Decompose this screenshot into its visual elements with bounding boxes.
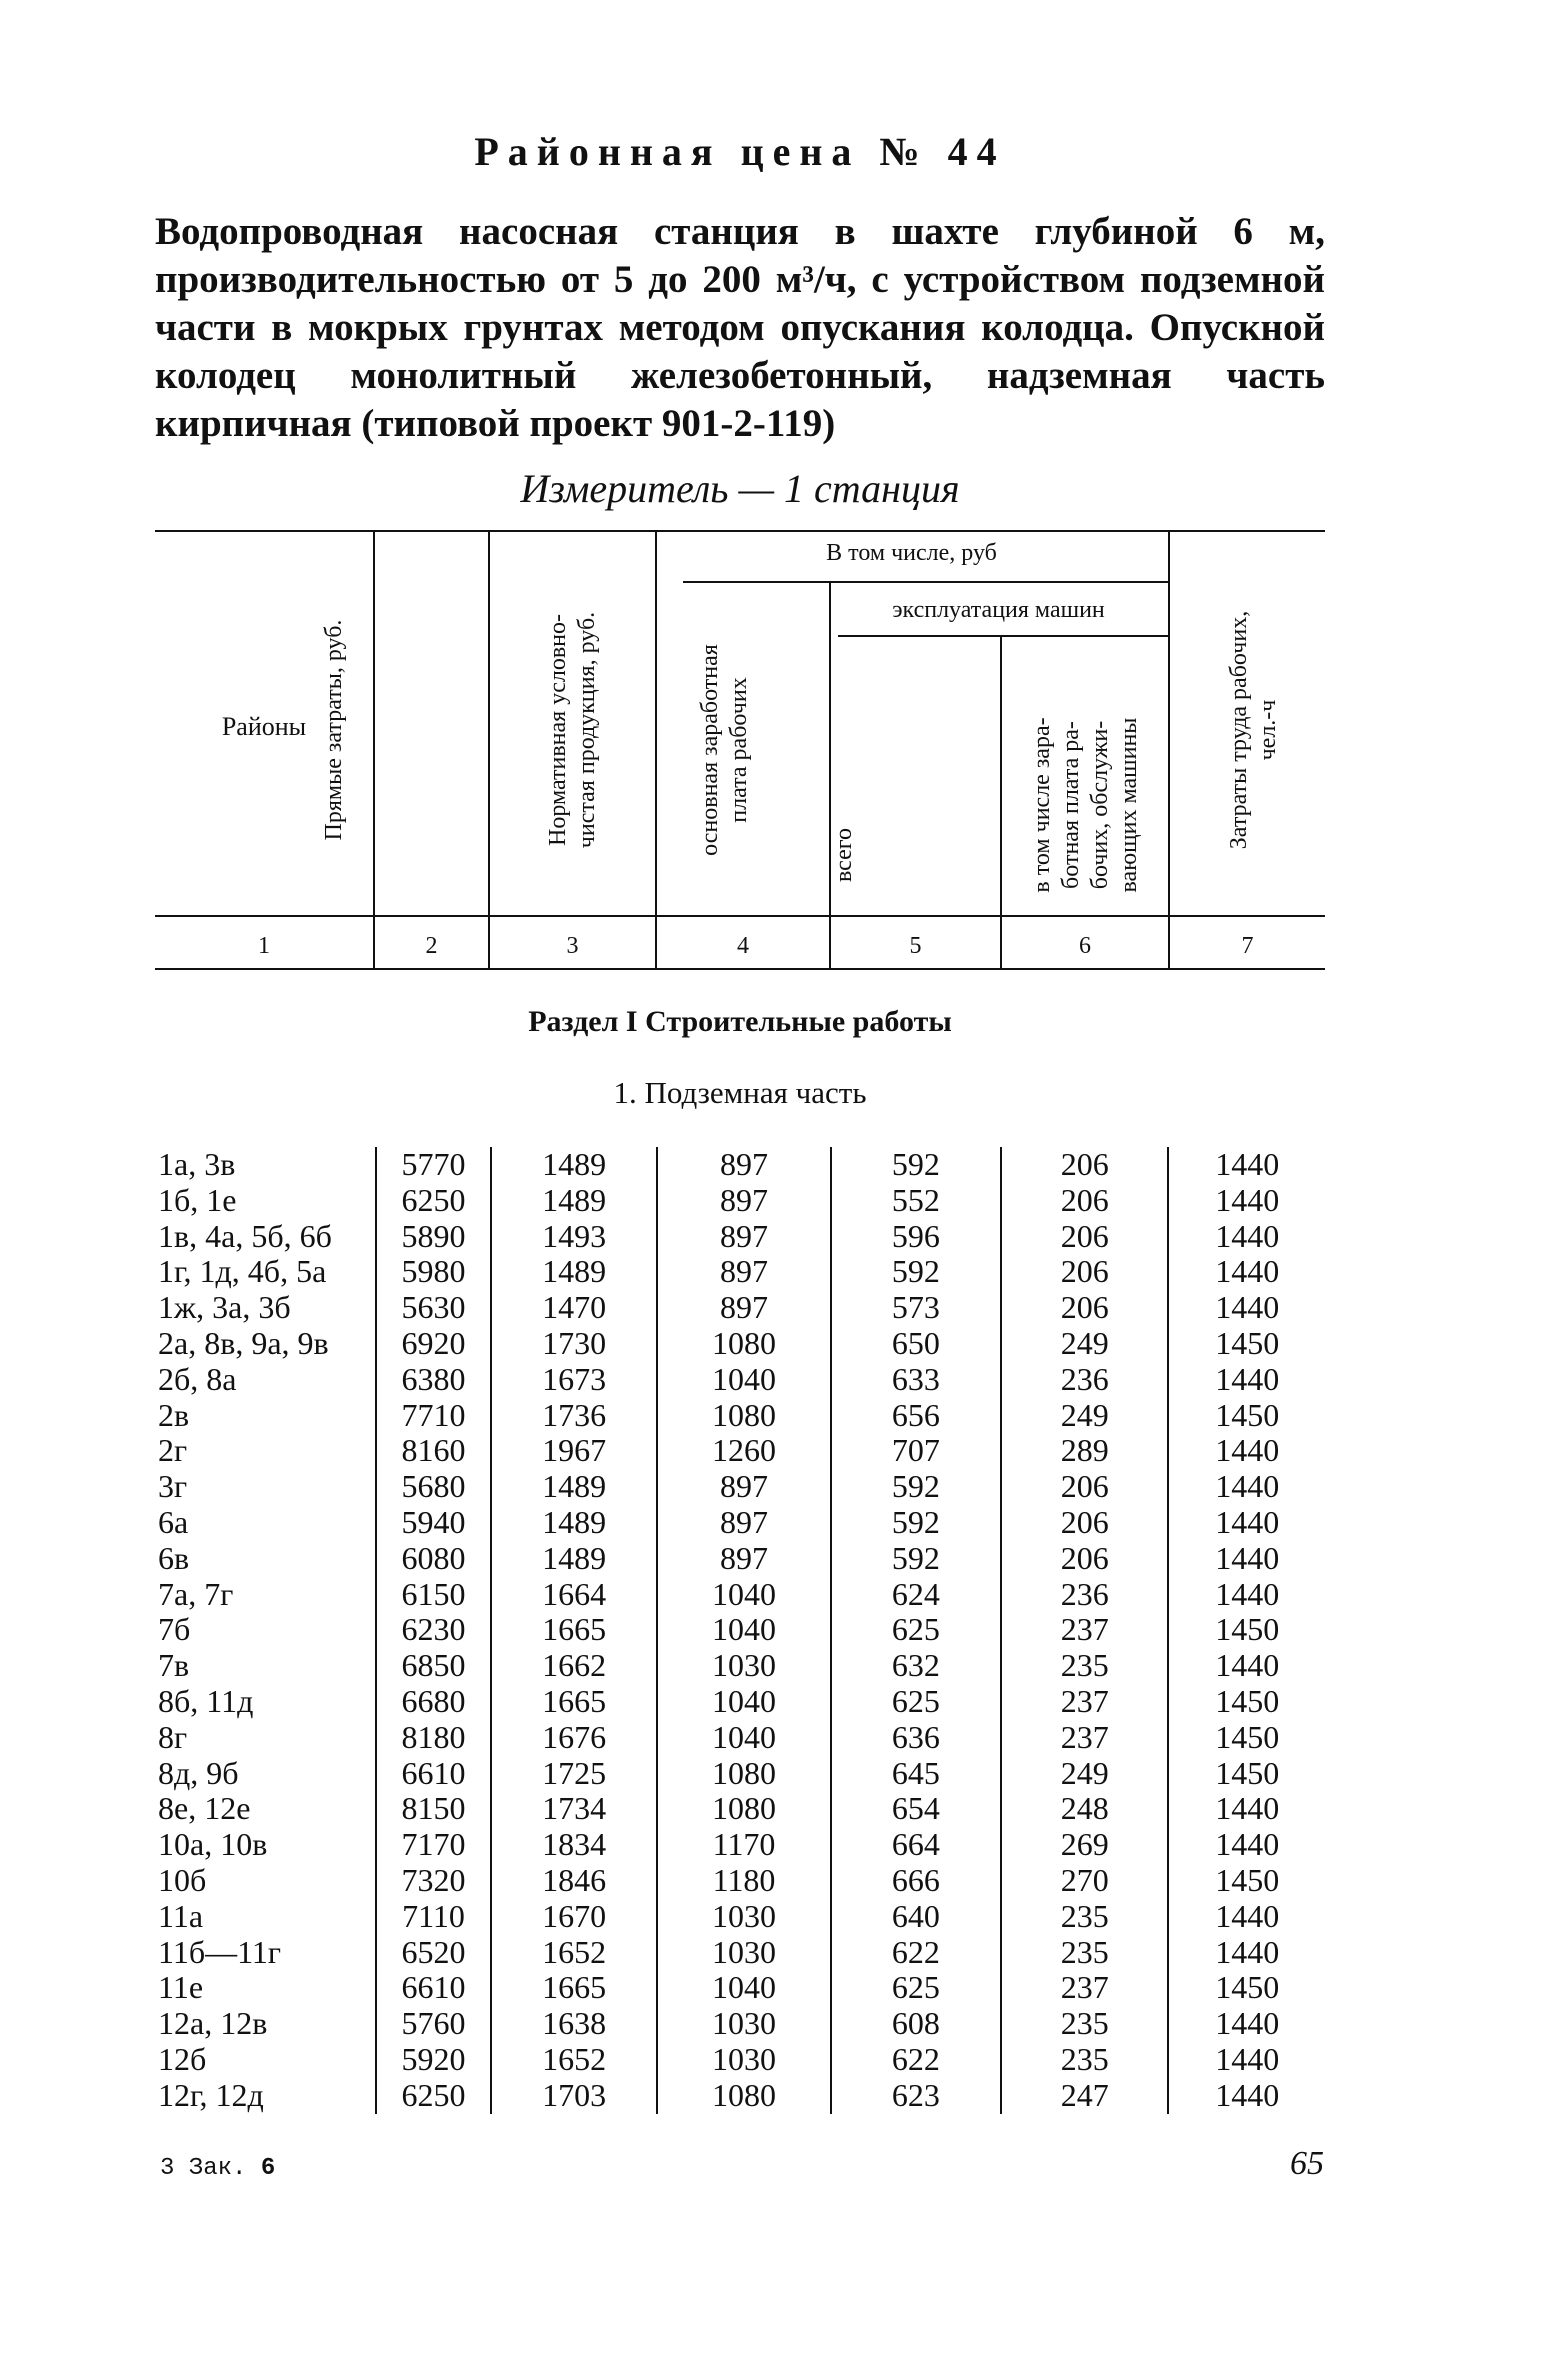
value-cell: 666 xyxy=(831,1863,1001,1899)
value-cell: 592 xyxy=(831,1541,1001,1577)
value-cell: 1967 xyxy=(491,1433,657,1469)
column-number: 3 xyxy=(566,933,579,959)
table-row xyxy=(155,1935,1325,1971)
value-cell: 622 xyxy=(831,1935,1001,1971)
column-number: 5 xyxy=(909,933,922,959)
value-cell: 5760 xyxy=(376,2006,491,2042)
value-cell: 1440 xyxy=(1168,1219,1325,1255)
value-cell: 1440 xyxy=(1168,1648,1325,1684)
header-numbers-rule xyxy=(155,968,1325,970)
value-cell: 707 xyxy=(831,1433,1001,1469)
district-cell: 1ж, 3а, 3б xyxy=(158,1289,291,1326)
value-cell: 206 xyxy=(1001,1290,1168,1326)
value-cell: 1736 xyxy=(491,1398,657,1434)
table-row xyxy=(155,1290,1325,1326)
value-cell: 573 xyxy=(831,1290,1001,1326)
value-cell: 622 xyxy=(831,2042,1001,2078)
value-cell: 1450 xyxy=(1168,1863,1325,1899)
value-cell: 1440 xyxy=(1168,2006,1325,2042)
table-row xyxy=(155,1433,1325,1469)
value-cell: 1030 xyxy=(657,1648,830,1684)
value-cell: 1440 xyxy=(1168,2078,1325,2114)
value-cell: 1676 xyxy=(491,1720,657,1756)
value-cell: 897 xyxy=(657,1254,830,1290)
value-cell: 1703 xyxy=(491,2078,657,2114)
value-cell: 1450 xyxy=(1168,1326,1325,1362)
header-labor-costs: Затраты труда рабочих, чел.-ч xyxy=(1226,610,1281,850)
value-cell: 8160 xyxy=(376,1433,491,1469)
table-row xyxy=(155,1541,1325,1577)
value-cell: 5920 xyxy=(376,2042,491,2078)
district-cell: 10а, 10в xyxy=(158,1826,268,1863)
district-cell: 11а xyxy=(158,1897,204,1934)
value-cell: 654 xyxy=(831,1791,1001,1827)
value-cell: 1440 xyxy=(1168,1362,1325,1398)
table-row xyxy=(155,1791,1325,1827)
district-cell: 12г, 12д xyxy=(158,2076,264,2113)
value-cell: 6150 xyxy=(376,1577,491,1613)
district-cell: 6в xyxy=(158,1539,190,1576)
value-cell: 1665 xyxy=(491,1684,657,1720)
value-cell: 237 xyxy=(1001,1612,1168,1648)
value-cell: 636 xyxy=(831,1720,1001,1756)
value-cell: 592 xyxy=(831,1469,1001,1505)
table-row xyxy=(155,1326,1325,1362)
value-cell: 625 xyxy=(831,1970,1001,2006)
value-cell: 1030 xyxy=(657,1935,830,1971)
value-cell: 624 xyxy=(831,1577,1001,1613)
value-cell: 1260 xyxy=(657,1433,830,1469)
value-cell: 897 xyxy=(657,1183,830,1219)
value-cell: 897 xyxy=(657,1469,830,1505)
value-cell: 247 xyxy=(1001,2078,1168,2114)
district-cell: 10б xyxy=(158,1861,207,1898)
value-cell: 1652 xyxy=(491,1935,657,1971)
value-cell: 633 xyxy=(831,1362,1001,1398)
district-cell: 2в xyxy=(158,1396,190,1433)
table-row xyxy=(155,1720,1325,1756)
section-title: Раздел I Строительные работы xyxy=(528,1005,952,1038)
district-cell: 7а, 7г xyxy=(158,1575,234,1612)
page-title: Районная цена № 44 xyxy=(474,129,1006,174)
value-cell: 236 xyxy=(1001,1362,1168,1398)
value-cell: 1030 xyxy=(657,2006,830,2042)
value-cell: 1450 xyxy=(1168,1756,1325,1792)
value-cell: 650 xyxy=(831,1326,1001,1362)
district-cell: 1г, 1д, 4б, 5а xyxy=(158,1253,327,1290)
table-row xyxy=(155,1362,1325,1398)
district-cell: 8б, 11д xyxy=(158,1682,254,1719)
value-cell: 289 xyxy=(1001,1433,1168,1469)
district-cell: 6а xyxy=(158,1503,189,1540)
value-cell: 270 xyxy=(1001,1863,1168,1899)
header-top-rule xyxy=(155,530,1325,532)
table-row xyxy=(155,1398,1325,1434)
value-cell: 640 xyxy=(831,1899,1001,1935)
value-cell: 269 xyxy=(1001,1827,1168,1863)
value-cell: 1440 xyxy=(1168,1935,1325,1971)
district-cell: 2г xyxy=(158,1432,188,1469)
value-cell: 8150 xyxy=(376,1791,491,1827)
price-table xyxy=(155,1147,1325,2114)
print-order-number: 6 xyxy=(260,2155,276,2182)
table-row xyxy=(155,2078,1325,2114)
value-cell: 249 xyxy=(1001,1756,1168,1792)
value-cell: 1664 xyxy=(491,1577,657,1613)
value-cell: 1489 xyxy=(491,1541,657,1577)
value-cell: 1080 xyxy=(657,2078,830,2114)
value-cell: 1440 xyxy=(1168,2042,1325,2078)
value-cell: 235 xyxy=(1001,2042,1168,2078)
value-cell: 592 xyxy=(831,1147,1001,1183)
value-cell: 1662 xyxy=(491,1648,657,1684)
value-cell: 1440 xyxy=(1168,1505,1325,1541)
value-cell: 249 xyxy=(1001,1398,1168,1434)
value-cell: 237 xyxy=(1001,1684,1168,1720)
value-cell: 6610 xyxy=(376,1970,491,2006)
value-cell: 1440 xyxy=(1168,1827,1325,1863)
value-cell: 1080 xyxy=(657,1756,830,1792)
value-cell: 1180 xyxy=(657,1863,830,1899)
header-divider xyxy=(1000,635,1002,968)
value-cell: 1665 xyxy=(491,1612,657,1648)
value-cell: 1040 xyxy=(657,1612,830,1648)
page-number: 65 xyxy=(1290,2145,1324,2182)
value-cell: 623 xyxy=(831,2078,1001,2114)
value-cell: 235 xyxy=(1001,2006,1168,2042)
value-cell: 6080 xyxy=(376,1541,491,1577)
value-cell: 1489 xyxy=(491,1469,657,1505)
value-cell: 1040 xyxy=(657,1720,830,1756)
value-cell: 1030 xyxy=(657,2042,830,2078)
value-cell: 236 xyxy=(1001,1577,1168,1613)
column-number: 6 xyxy=(1079,933,1091,959)
meter-caption: Измеритель — 1 станция xyxy=(520,466,960,511)
value-cell: 1470 xyxy=(491,1290,657,1326)
table-row xyxy=(155,1219,1325,1255)
value-cell: 5680 xyxy=(376,1469,491,1505)
object-description: Водопроводная насосная станция в шахте глубиной 6 м, производительностью от 5 до 200 м³/ч, с устройством подземной части в мокрых грунтах методом опускания колодца. Опускной колодец монолитный железобетонный, надземная часть кирпичная (типовой проект 901-2-119) xyxy=(155,210,1325,445)
value-cell: 625 xyxy=(831,1684,1001,1720)
value-cell: 1450 xyxy=(1168,1612,1325,1648)
value-cell: 1440 xyxy=(1168,1791,1325,1827)
value-cell: 206 xyxy=(1001,1183,1168,1219)
column-number: 1 xyxy=(258,933,270,959)
header-machinists-wages: в том числе зара- ботная плата ра- бочих, обслужи- вающих машины xyxy=(1029,717,1142,893)
value-cell: 5940 xyxy=(376,1505,491,1541)
value-cell: 1834 xyxy=(491,1827,657,1863)
district-cell: 11е xyxy=(158,1969,204,2006)
header-divider xyxy=(829,581,831,968)
value-cell: 249 xyxy=(1001,1326,1168,1362)
table-row xyxy=(155,1577,1325,1613)
table-row xyxy=(155,1612,1325,1648)
value-cell: 1450 xyxy=(1168,1970,1325,2006)
column-number: 2 xyxy=(425,933,438,959)
header-direct-costs: Прямые затраты, руб. xyxy=(321,619,347,841)
value-cell: 1450 xyxy=(1168,1684,1325,1720)
district-cell: 11б—11г xyxy=(158,1933,282,1970)
district-cell: 12а, 12в xyxy=(158,2005,268,2042)
value-cell: 6610 xyxy=(376,1756,491,1792)
price-table-body xyxy=(155,1147,1325,2114)
value-cell: 592 xyxy=(831,1254,1001,1290)
value-cell: 1730 xyxy=(491,1326,657,1362)
table-row xyxy=(155,2042,1325,2078)
value-cell: 206 xyxy=(1001,1219,1168,1255)
value-cell: 1440 xyxy=(1168,1433,1325,1469)
value-cell: 235 xyxy=(1001,1648,1168,1684)
district-cell: 2а, 8в, 9а, 9в xyxy=(158,1324,329,1361)
value-cell: 6520 xyxy=(376,1935,491,1971)
value-cell: 5980 xyxy=(376,1254,491,1290)
print-order-label: 3 Зак. xyxy=(160,2155,247,2182)
table-row xyxy=(155,1684,1325,1720)
value-cell: 206 xyxy=(1001,1254,1168,1290)
district-cell: 2б, 8а xyxy=(158,1360,237,1397)
column-number: 7 xyxy=(1241,933,1254,959)
value-cell: 1080 xyxy=(657,1326,830,1362)
value-cell: 1440 xyxy=(1168,1469,1325,1505)
table-row xyxy=(155,1469,1325,1505)
value-cell: 1725 xyxy=(491,1756,657,1792)
value-cell: 237 xyxy=(1001,1720,1168,1756)
value-cell: 6380 xyxy=(376,1362,491,1398)
value-cell: 1450 xyxy=(1168,1398,1325,1434)
district-cell: 12б xyxy=(158,2040,207,2077)
header-machine-operation: эксплуатация машин xyxy=(892,597,1105,623)
value-cell: 625 xyxy=(831,1612,1001,1648)
value-cell: 235 xyxy=(1001,1935,1168,1971)
value-cell: 6920 xyxy=(376,1326,491,1362)
value-cell: 1489 xyxy=(491,1147,657,1183)
district-cell: 8г xyxy=(158,1718,188,1755)
value-cell: 897 xyxy=(657,1541,830,1577)
value-cell: 897 xyxy=(657,1219,830,1255)
table-row xyxy=(155,1254,1325,1290)
value-cell: 1170 xyxy=(657,1827,830,1863)
header-basic-wages: основная заработная плата рабочих xyxy=(697,644,752,856)
district-cell: 1б, 1е xyxy=(158,1181,237,1218)
value-cell: 1440 xyxy=(1168,1290,1325,1326)
value-cell: 1846 xyxy=(491,1863,657,1899)
value-cell: 1080 xyxy=(657,1398,830,1434)
table-row xyxy=(155,1147,1325,1183)
value-cell: 552 xyxy=(831,1183,1001,1219)
value-cell: 5890 xyxy=(376,1219,491,1255)
table-row xyxy=(155,1756,1325,1792)
subsection-title: 1. Подземная часть xyxy=(613,1075,867,1110)
value-cell: 1040 xyxy=(657,1577,830,1613)
value-cell: 596 xyxy=(831,1219,1001,1255)
value-cell: 1440 xyxy=(1168,1254,1325,1290)
value-cell: 1040 xyxy=(657,1362,830,1398)
table-row xyxy=(155,2006,1325,2042)
print-order xyxy=(160,2155,275,2182)
value-cell: 1638 xyxy=(491,2006,657,2042)
value-cell: 6850 xyxy=(376,1648,491,1684)
value-cell: 235 xyxy=(1001,1899,1168,1935)
district-cell: 8д, 9б xyxy=(158,1754,239,1791)
value-cell: 1450 xyxy=(1168,1720,1325,1756)
value-cell: 1489 xyxy=(491,1183,657,1219)
table-row xyxy=(155,1183,1325,1219)
value-cell: 1493 xyxy=(491,1219,657,1255)
value-cell: 206 xyxy=(1001,1147,1168,1183)
table-row xyxy=(155,1827,1325,1863)
value-cell: 608 xyxy=(831,2006,1001,2042)
table-row xyxy=(155,1648,1325,1684)
value-cell: 248 xyxy=(1001,1791,1168,1827)
value-cell: 1670 xyxy=(491,1899,657,1935)
table-row xyxy=(155,1863,1325,1899)
value-cell: 897 xyxy=(657,1505,830,1541)
value-cell: 6250 xyxy=(376,1183,491,1219)
value-cell: 1030 xyxy=(657,1899,830,1935)
header-in-total: В том числе, руб xyxy=(826,540,997,566)
value-cell: 6250 xyxy=(376,2078,491,2114)
value-cell: 897 xyxy=(657,1290,830,1326)
value-cell: 664 xyxy=(831,1827,1001,1863)
header-bottom-rule xyxy=(155,915,1325,917)
value-cell: 1489 xyxy=(491,1254,657,1290)
header-divider xyxy=(655,530,657,968)
value-cell: 6680 xyxy=(376,1684,491,1720)
value-cell: 1440 xyxy=(1168,1147,1325,1183)
machines-rule xyxy=(838,635,1168,637)
district-cell: 7б xyxy=(158,1611,191,1648)
value-cell: 206 xyxy=(1001,1469,1168,1505)
value-cell: 1673 xyxy=(491,1362,657,1398)
header-districts: Районы xyxy=(221,712,307,741)
value-cell: 1440 xyxy=(1168,1577,1325,1613)
value-cell: 7710 xyxy=(376,1398,491,1434)
header-divider xyxy=(488,530,490,968)
value-cell: 206 xyxy=(1001,1505,1168,1541)
table-row xyxy=(155,1970,1325,2006)
value-cell: 8180 xyxy=(376,1720,491,1756)
header-machines-total: всего xyxy=(831,827,857,883)
value-cell: 1440 xyxy=(1168,1183,1325,1219)
district-cell: 3г xyxy=(158,1468,188,1505)
value-cell: 237 xyxy=(1001,1970,1168,2006)
value-cell: 206 xyxy=(1001,1541,1168,1577)
header-divider xyxy=(1168,530,1170,968)
value-cell: 1040 xyxy=(657,1970,830,2006)
district-cell: 7в xyxy=(158,1647,190,1684)
table-row xyxy=(155,1505,1325,1541)
value-cell: 1489 xyxy=(491,1505,657,1541)
value-cell: 632 xyxy=(831,1648,1001,1684)
district-cell: 1в, 4а, 5б, 6б xyxy=(158,1217,332,1254)
value-cell: 1440 xyxy=(1168,1899,1325,1935)
value-cell: 1080 xyxy=(657,1791,830,1827)
value-cell: 592 xyxy=(831,1505,1001,1541)
value-cell: 1652 xyxy=(491,2042,657,2078)
value-cell: 5630 xyxy=(376,1290,491,1326)
in-total-rule xyxy=(683,581,1168,583)
district-cell: 8е, 12е xyxy=(158,1790,251,1827)
value-cell: 1440 xyxy=(1168,1541,1325,1577)
value-cell: 1665 xyxy=(491,1970,657,2006)
column-number: 4 xyxy=(737,933,749,959)
table-row xyxy=(155,1899,1325,1935)
district-cell: 1а, 3в xyxy=(158,1146,236,1182)
header-normative-product: Нормативная условно- чистая продукция, руб. xyxy=(545,611,600,849)
value-cell: 7320 xyxy=(376,1863,491,1899)
value-cell: 7170 xyxy=(376,1827,491,1863)
value-cell: 6230 xyxy=(376,1612,491,1648)
value-cell: 7110 xyxy=(376,1899,491,1935)
value-cell: 1734 xyxy=(491,1791,657,1827)
value-cell: 5770 xyxy=(376,1147,491,1183)
value-cell: 897 xyxy=(657,1147,830,1183)
value-cell: 645 xyxy=(831,1756,1001,1792)
value-cell: 656 xyxy=(831,1398,1001,1434)
value-cell: 1040 xyxy=(657,1684,830,1720)
